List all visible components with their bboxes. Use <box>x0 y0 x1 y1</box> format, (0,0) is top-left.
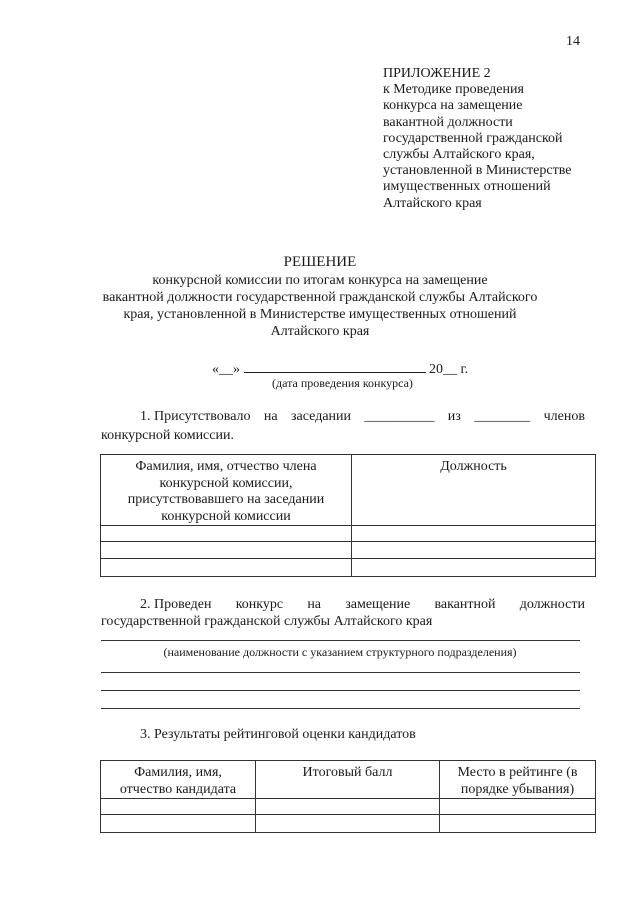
item1-word: на <box>263 409 278 424</box>
subtitle-line: края, установленной в Министерстве имущественных отношений <box>123 307 517 322</box>
decision-title: РЕШЕНИЕ <box>283 254 357 270</box>
item2-word: должности <box>519 597 585 612</box>
item1-word: из <box>447 409 461 424</box>
decision-subtitle <box>60 272 580 340</box>
subtitle-line: Алтайского края <box>270 324 370 339</box>
appendix-block <box>383 66 571 212</box>
commission-members-table <box>100 454 596 577</box>
header-total-score: Итоговый балл <box>302 765 393 780</box>
rating-results-table <box>100 760 596 833</box>
date-field[interactable] <box>212 358 468 378</box>
position-name-line[interactable] <box>101 640 580 641</box>
page-number: 14 <box>566 34 580 49</box>
appendix-line: ПРИЛОЖЕНИЕ 2 <box>383 66 491 81</box>
item-2 <box>101 596 585 630</box>
item2-word: замещение <box>345 597 411 612</box>
blank-line[interactable] <box>101 708 580 709</box>
table-header-cell <box>440 761 596 799</box>
blank-line[interactable] <box>101 672 580 673</box>
header-candidate: Фамилия, имя, отчество кандидата <box>119 765 237 797</box>
item-1 <box>101 407 585 445</box>
appendix-line: к Методике проведения <box>383 82 524 98</box>
item2-word: вакантной <box>434 597 496 612</box>
appendix-line: имущественных отношений <box>383 179 551 195</box>
subtitle-line: вакантной должности государственной гражданской службы Алтайского <box>102 290 538 305</box>
appendix-line: установленной в Министерстве <box>383 163 572 179</box>
item2-word: на <box>307 597 322 612</box>
position-caption: (наименование должности с указанием структурного подразделения) <box>163 645 517 659</box>
table-row <box>101 559 596 577</box>
date-day: «__» <box>212 362 240 377</box>
item2-word: 2. Проведен <box>140 597 212 612</box>
appendix-line: государственной гражданской <box>383 130 563 146</box>
item2-line2: государственной гражданской службы Алтайского края <box>101 614 433 629</box>
header-fio-member: Фамилия, имя, отчество члена конкурсной комиссии, присутствовавшего на заседании конкурсной комиссии <box>127 459 325 524</box>
subtitle-line: конкурсной комиссии по итогам конкурса на замещение <box>152 273 488 288</box>
appendix-line: Алтайского края <box>383 195 482 211</box>
appendix-line: службы Алтайского края, <box>383 147 535 163</box>
table-header-cell <box>101 455 352 526</box>
table-header-cell <box>256 761 440 799</box>
header-position: Должность <box>440 459 507 474</box>
present-count-blank[interactable]: __________ <box>364 409 435 424</box>
item-3-heading: 3. Результаты рейтинговой оценки кандидатов <box>140 727 416 742</box>
date-caption: (дата проведения конкурса) <box>272 376 413 390</box>
table-row <box>101 815 596 833</box>
appendix-line: конкурса на замещение <box>383 98 523 114</box>
table-row <box>101 526 596 542</box>
table-header-cell <box>101 761 256 799</box>
table-row <box>101 799 596 815</box>
appendix-line: вакантной должности <box>383 114 513 130</box>
header-rating-place: Место в рейтинге (в порядке убывания) <box>457 765 578 797</box>
date-month-blank <box>244 358 426 373</box>
item1-line2: конкурсной комиссии. <box>101 428 234 443</box>
item1-word: членов <box>543 409 585 424</box>
item1-word: 1. Присутствовало <box>140 409 251 424</box>
date-year: 20__ г. <box>429 362 469 377</box>
total-count-blank[interactable]: ________ <box>474 409 531 424</box>
table-header-cell <box>352 455 596 526</box>
blank-line[interactable] <box>101 690 580 691</box>
item1-word: заседании <box>291 409 352 424</box>
table-row <box>101 542 596 559</box>
item2-word: конкурс <box>235 597 284 612</box>
